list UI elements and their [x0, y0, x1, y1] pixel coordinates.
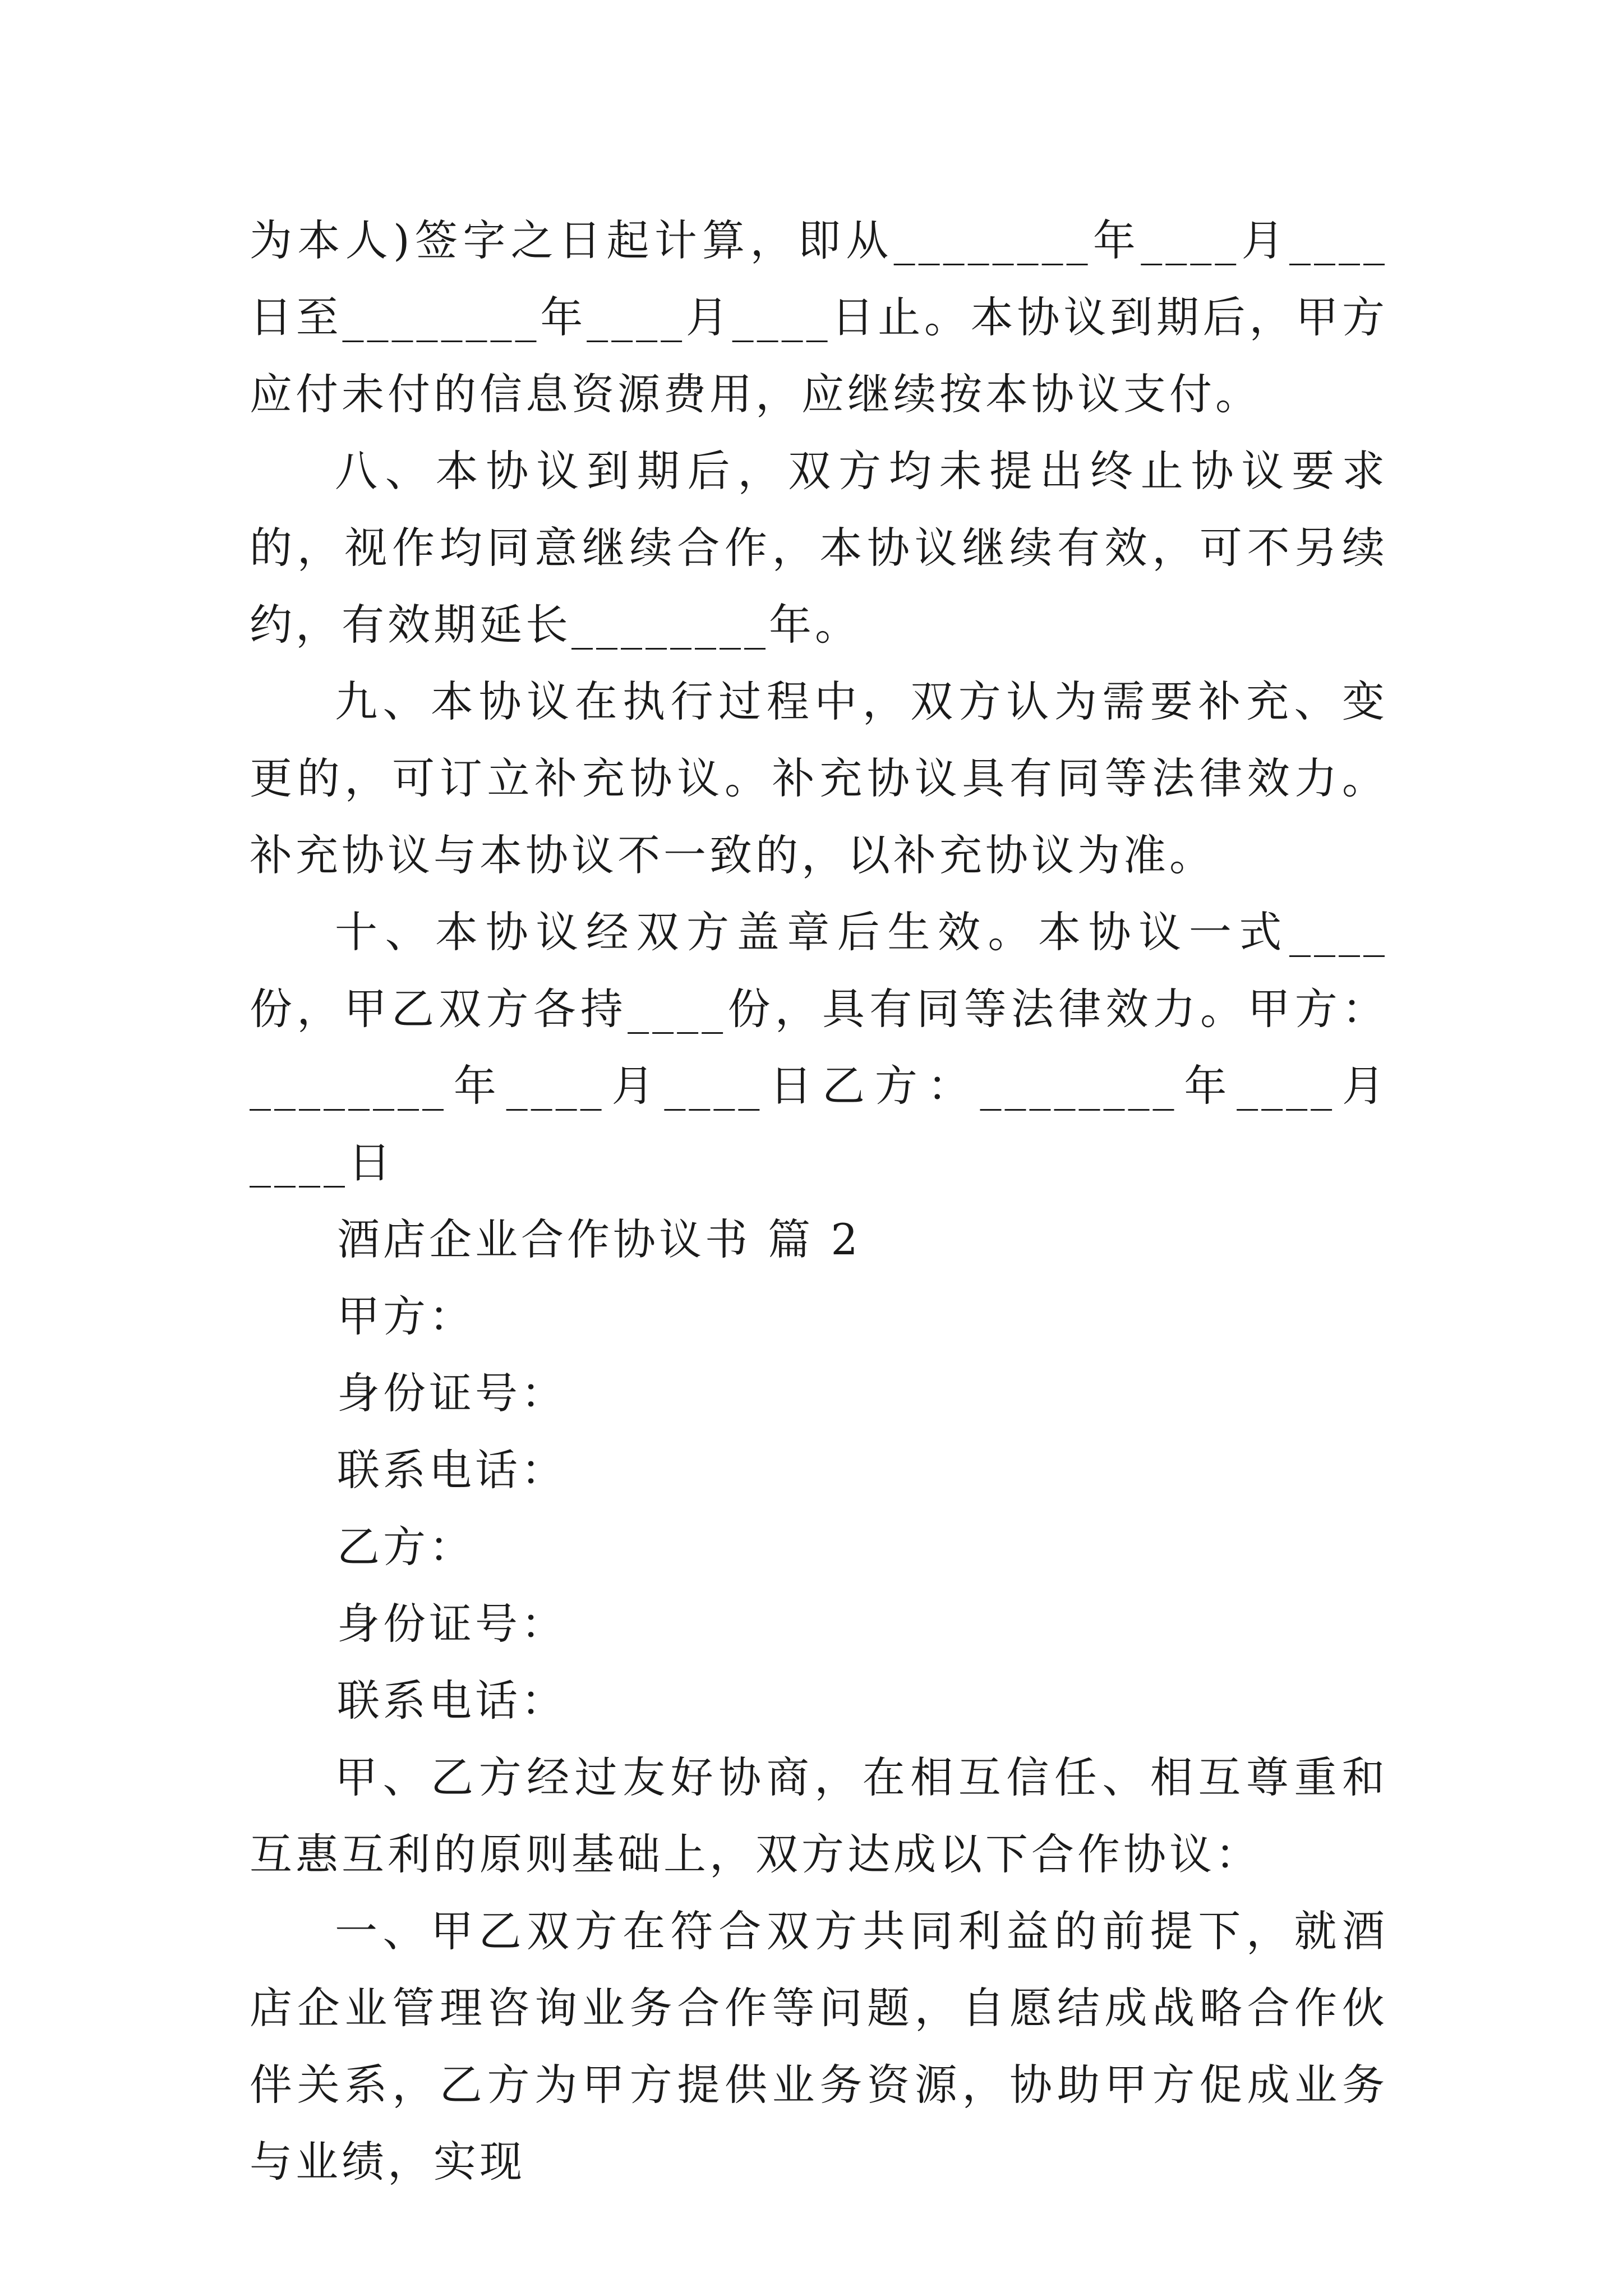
- party-b-phone-label: 联系电话：: [337, 1676, 567, 1726]
- section-title: 酒店企业合作协议书 篇 2: [337, 1214, 861, 1264]
- paragraph-clause-8: 八、本协议到期后，双方均未提出终止协议要求的，视作均同意继续合作，本协议继续有效，可不另续约，有效期延长________年。: [250, 446, 1388, 650]
- paragraph-clause-9: 九、本协议在执行过程中，双方认为需要补充、变更的，可订立补充协议。补充协议具有同等法律效力。补充协议与本协议不一致的，以补充协议为准。: [250, 677, 1388, 880]
- paragraph-term-end: 为本人)签字之日起计算，即从________年____月____日至________年____月____日止。本协议到期后，甲方应付未付的信息资源费用，应继续按本协议支付。: [250, 215, 1388, 419]
- party-a-phone-label: 联系电话：: [337, 1445, 567, 1495]
- paragraph-clause-10: 十、本协议经双方盖章后生效。本协议一式____份，甲乙双方各持____份，具有同等法律效力。甲方：________年____月____日乙方：________年____月____日: [250, 907, 1388, 1188]
- party-b-id-label: 身份证号：: [337, 1599, 567, 1649]
- document-body: [250, 202, 1388, 2200]
- paragraph-clause-1: 一、甲乙双方在符合双方共同利益的前提下，就酒店企业管理咨询业务合作等问题，自愿结成战略合作伙伴关系，乙方为甲方提供业务资源，协助甲方促成业务与业绩，实现: [250, 1906, 1388, 2187]
- party-a-id-label: 身份证号：: [337, 1368, 567, 1418]
- party-a-label: 甲方：: [337, 1291, 475, 1341]
- party-b-label: 乙方：: [337, 1522, 475, 1572]
- paragraph-intro: 甲、乙方经过友好协商，在相互信任、相互尊重和互惠互利的原则基础上，双方达成以下合作协议：: [250, 1752, 1388, 1879]
